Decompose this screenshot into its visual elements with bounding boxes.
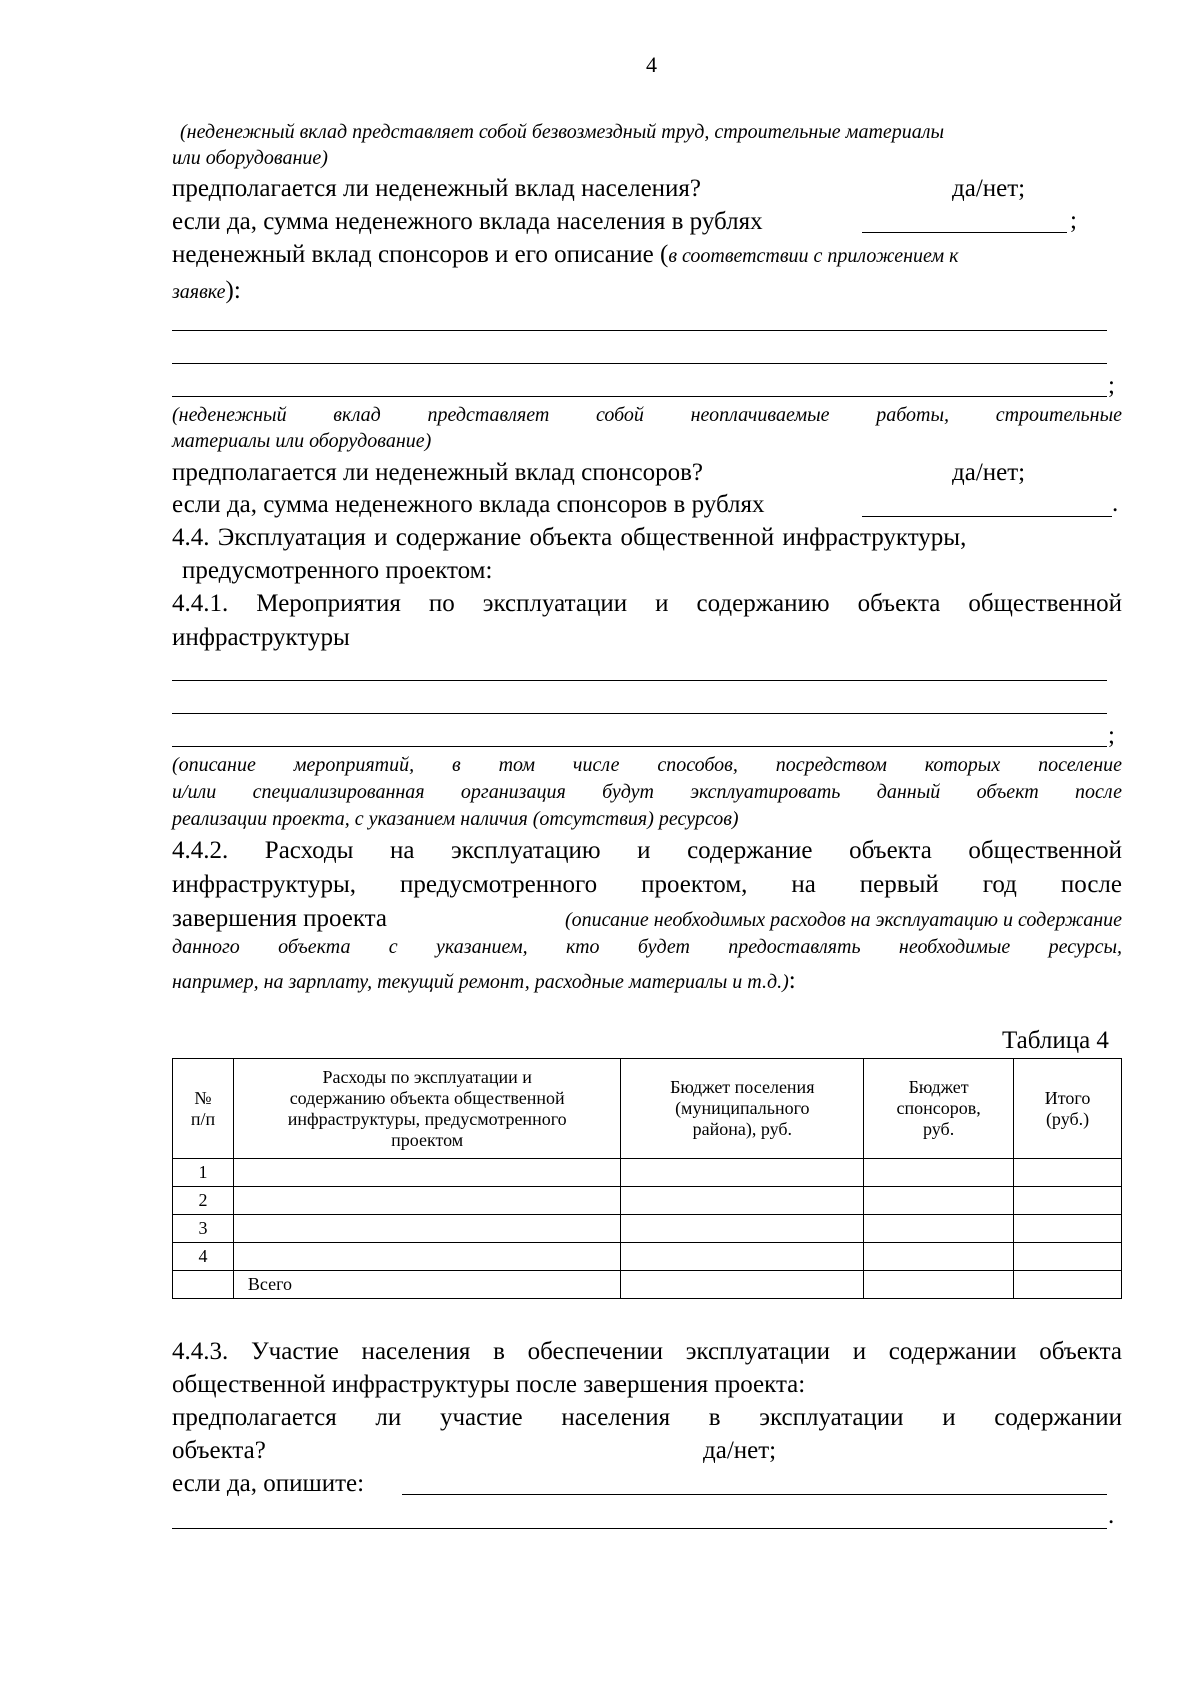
cell-sponsors[interactable]: [864, 1271, 1014, 1299]
sponsors-desc-note: в соответствии с приложением к: [668, 245, 959, 267]
section-4-4-1-blank-2[interactable]: [172, 713, 1107, 714]
cell-total[interactable]: [1014, 1271, 1122, 1299]
sponsors-desc-note-2: заявке: [172, 281, 226, 303]
table-row: [173, 1243, 1122, 1271]
intro-note-line2: или оборудование): [172, 147, 328, 169]
cell-sponsors[interactable]: [864, 1187, 1014, 1215]
header-settlement-budget: Бюджет поселения (муниципального района), руб.: [621, 1059, 864, 1159]
section-4-4-1-note-line3: реализации проекта, с указанием наличия (отсутствия) ресурсов): [172, 808, 739, 830]
cell-expenses[interactable]: [233, 1243, 620, 1271]
sponsors-desc-end: ):: [225, 277, 241, 304]
section-4-4-3-line2: общественной инфраструктуры после завершения проекта:: [172, 1371, 806, 1398]
cell-total[interactable]: [1014, 1215, 1122, 1243]
section-4-4-1-blank-3[interactable]: [172, 746, 1107, 747]
sponsors-question: предполагается ли неденежный вклад спонсоров?: [172, 459, 703, 486]
population-sum-label: если да, сумма неденежного вклада населения в рублях: [172, 208, 763, 235]
cell-settlement[interactable]: [621, 1215, 864, 1243]
cell-num: [173, 1271, 234, 1299]
cell-settlement[interactable]: [621, 1271, 864, 1299]
cell-sponsors[interactable]: [864, 1243, 1014, 1271]
table-row: [173, 1187, 1122, 1215]
section-4-4-line1: 4.4. Эксплуатация и содержание объекта общественной инфраструктуры,: [172, 524, 967, 551]
cell-settlement[interactable]: [621, 1187, 864, 1215]
section-4-4-2-line5-end: :: [788, 967, 796, 994]
cell-total[interactable]: [1014, 1243, 1122, 1271]
population-sum-end: ;: [1070, 207, 1077, 234]
section-4-4-1-blank-1[interactable]: [172, 680, 1107, 681]
cell-settlement[interactable]: [621, 1159, 864, 1187]
section-4-4-3-describe-label: если да, опишите:: [172, 1470, 365, 1497]
section-4-4-3-line4-left: объекта?: [172, 1437, 266, 1464]
section-4-4-3-describe-blank-2[interactable]: [172, 1528, 1107, 1529]
cell-total[interactable]: [1014, 1187, 1122, 1215]
section-4-4-3-blank-end: .: [1108, 1502, 1115, 1529]
table-row: [173, 1215, 1122, 1243]
section-4-4-1-note-line2: и/или специализированная организация будут эксплуатировать данный объект после: [172, 781, 1122, 803]
cell-total[interactable]: [1014, 1159, 1122, 1187]
section-4-4-1-line2: инфраструктуры: [172, 624, 350, 651]
section-4-4-2-line3-text: завершения проекта: [172, 905, 388, 932]
section-4-4-1-line1: 4.4.1. Мероприятия по эксплуатации и содержанию объекта общественной: [172, 590, 1122, 617]
header-expenses: Расходы по эксплуатации и содержанию объекта общественной инфраструктуры, предусмотренного проектом: [233, 1059, 620, 1159]
table-caption: Таблица 4: [1002, 1027, 1109, 1054]
section-4-4-1-blank-end: ;: [1108, 722, 1115, 749]
section-4-4-2-line4: данного объекта с указанием, кто будет предоставлять необходимые ресурсы,: [172, 936, 1122, 958]
header-total: Итого (руб.): [1014, 1059, 1122, 1159]
table-header-row: [173, 1059, 1122, 1159]
cell-num: 4: [173, 1243, 234, 1271]
section-4-4-3-line1: 4.4.3. Участие населения в обеспечении эксплуатации и содержании объекта: [172, 1338, 1122, 1365]
page-number: 4: [646, 52, 657, 77]
section-4-4-3-line3: предполагается ли участие населения в эксплуатации и содержании: [172, 1404, 1122, 1431]
intro-note-line1: (неденежный вклад представляет собой безвозмездный труд, строительные материалы: [180, 121, 945, 143]
section-4-4-2-line3-note: (описание необходимых расходов на эксплуатацию и содержание: [564, 909, 1122, 931]
cell-expenses[interactable]: [233, 1215, 620, 1243]
section-4-4-2-line5-note: например, на зарплату, текущий ремонт, расходные материалы и т.д.): [172, 971, 789, 993]
table-row: [173, 1159, 1122, 1187]
section-4-4-2-line1: 4.4.2. Расходы на эксплуатацию и содержание объекта общественной: [172, 837, 1122, 864]
population-answer: да/нет;: [952, 175, 1026, 202]
sponsors-desc-label-text: неденежный вклад спонсоров и его описание (: [172, 241, 669, 268]
cell-num: 2: [173, 1187, 234, 1215]
cell-total-label: Всего: [233, 1271, 620, 1299]
sponsors-desc-label-cont: [172, 276, 241, 306]
sponsors-desc-blank-end: ;: [1108, 372, 1115, 399]
sponsors-note-line1: (неденежный вклад представляет собой неоплачиваемые работы, строительные: [172, 404, 1122, 426]
sponsors-desc-blank-1[interactable]: [172, 330, 1107, 331]
cell-num: 3: [173, 1215, 234, 1243]
table-total-row: [173, 1271, 1122, 1299]
sponsors-desc-label: [172, 240, 959, 270]
header-sponsors-budget: Бюджет спонсоров, руб.: [864, 1059, 1014, 1159]
population-sum-blank[interactable]: [862, 232, 1067, 233]
cell-sponsors[interactable]: [864, 1215, 1014, 1243]
sponsors-note-line2: материалы или оборудование): [172, 430, 432, 452]
sponsors-sum-label: если да, сумма неденежного вклада спонсоров в рублях: [172, 491, 765, 518]
sponsors-sum-end: .: [1112, 490, 1119, 517]
section-4-4-1-note-line1: (описание мероприятий, в том числе способов, посредством которых поселение: [172, 754, 1122, 776]
sponsors-desc-blank-3[interactable]: [172, 396, 1107, 397]
cell-expenses[interactable]: [233, 1159, 620, 1187]
section-4-4-3-answer: да/нет;: [703, 1437, 777, 1464]
cell-sponsors[interactable]: [864, 1159, 1014, 1187]
section-4-4-2-line5: [172, 966, 796, 996]
section-4-4-line2: предусмотренного проектом:: [182, 557, 493, 584]
header-num: № п/п: [173, 1059, 234, 1159]
sponsors-desc-blank-2[interactable]: [172, 363, 1107, 364]
section-4-4-3-describe-blank-1[interactable]: [402, 1494, 1107, 1495]
section-4-4-2-line2: инфраструктуры, предусмотренного проектом, на первый год после: [172, 871, 1122, 898]
population-question: предполагается ли неденежный вклад населения?: [172, 175, 702, 202]
section-4-4-2-line3: [172, 904, 1122, 934]
sponsors-answer: да/нет;: [952, 459, 1026, 486]
cell-expenses[interactable]: [233, 1187, 620, 1215]
sponsors-sum-blank[interactable]: [862, 516, 1112, 517]
cell-settlement[interactable]: [621, 1243, 864, 1271]
cell-num: 1: [173, 1159, 234, 1187]
budget-table: [172, 1058, 1122, 1299]
